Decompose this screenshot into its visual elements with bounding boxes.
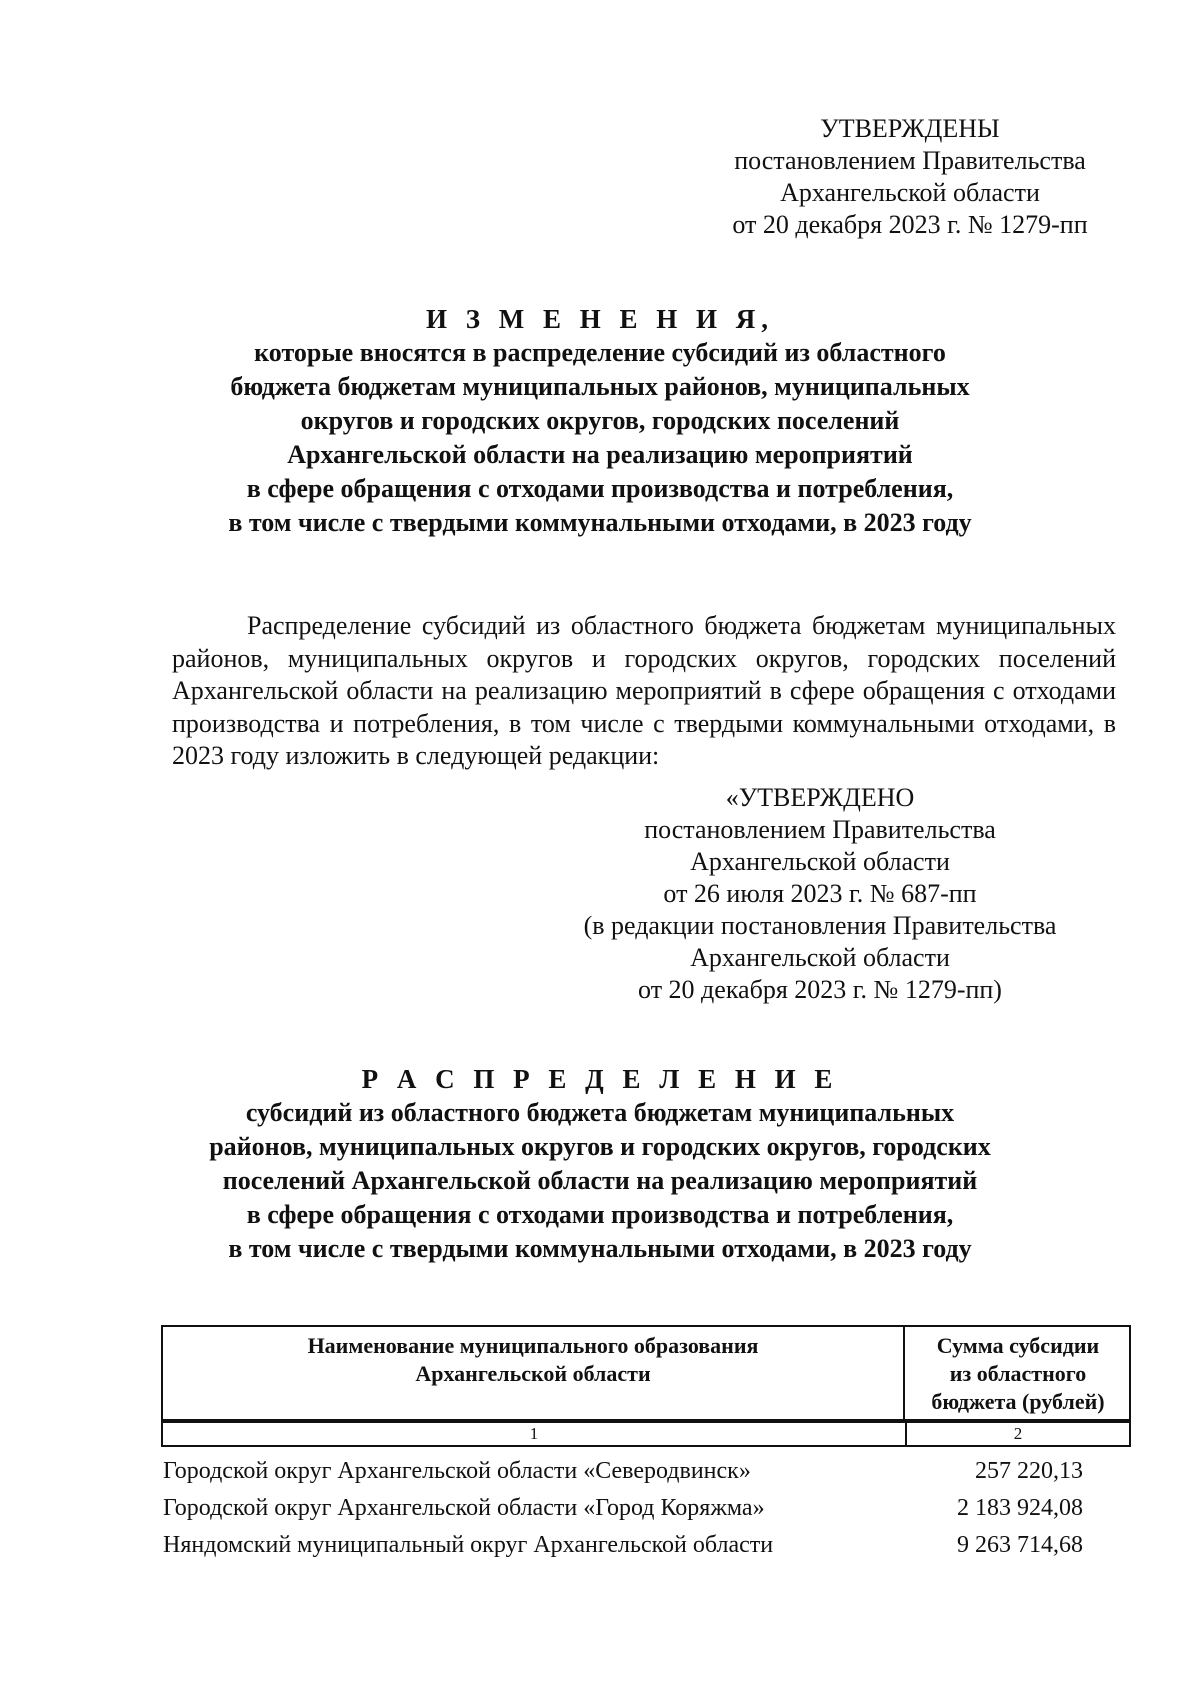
subsidy-amount: 9 263 714,68: [957, 1532, 1083, 1558]
table-row: [161, 1454, 1131, 1488]
table-row: [161, 1528, 1131, 1562]
column-header-sum-line: бюджета (рублей): [931, 1389, 1105, 1414]
distribution-subtitle-line: поселений Архангельской области на реализацию мероприятий: [222, 1166, 978, 1195]
distribution-heading: [180, 1062, 1020, 1266]
table-header: [161, 1325, 1131, 1421]
distribution-subtitle-line: в сфере обращения с отходами производства и потребления,: [246, 1200, 954, 1229]
changes-subtitle-line: бюджета бюджетам муниципальных районов, муниципальных: [230, 372, 970, 401]
quoted-approval-line: Архангельской области: [690, 943, 950, 972]
municipality-name: Городской округ Архангельской области «Город Коряжма»: [163, 1495, 765, 1521]
quoted-approval-line: постановлением Правительства: [644, 815, 996, 844]
quoted-approval-block: [570, 782, 1070, 1006]
distribution-subtitle-line: в том числе с твердыми коммунальными отходами, в 2023 году: [228, 1234, 972, 1263]
quoted-approval-line: от 26 июля 2023 г. № 687-пп: [663, 879, 977, 908]
municipality-name: Городской округ Архангельской области «Северодвинск»: [163, 1458, 751, 1484]
column-number: 1: [163, 1423, 907, 1445]
intro-paragraph: Распределение субсидий из областного бюджета бюджетам муниципальных районов, муниципальных округов и городских округов, городских поселений Архангельской области на реализацию мероприятий в сфере обращения с отходами производства и потребления, в том числе с твердыми коммунальными отходами, в 2023 году изложить в следующей редакции:: [172, 611, 1116, 770]
column-header-sum-line: из областного: [949, 1361, 1087, 1386]
table-row: [161, 1491, 1131, 1525]
subsidy-amount: 257 220,13: [975, 1458, 1083, 1484]
changes-heading: [180, 302, 1020, 540]
quoted-approval-line: Архангельской области: [690, 847, 950, 876]
column-number-row: [161, 1421, 1131, 1447]
distribution-subtitle-line: районов, муниципальных округов и городских округов, городских: [209, 1132, 991, 1161]
changes-title: И З М Е Н Е Н И Я,: [425, 304, 774, 334]
approval-title: УТВЕРЖДЕНЫ: [820, 114, 1000, 143]
municipality-name: Няндомский муниципальный округ Архангельской области: [163, 1532, 774, 1558]
changes-subtitle-line: в том числе с твердыми коммунальными отходами, в 2023 году: [228, 508, 972, 537]
quoted-approval-line: (в редакции постановления Правительства: [583, 911, 1057, 940]
column-number: 2: [1013, 1424, 1023, 1443]
distribution-title: Р А С П Р Е Д Е Л Е Н И Е: [361, 1064, 839, 1094]
column-header-sum: [907, 1327, 1129, 1419]
column-header-name-line: Архангельской области: [415, 1361, 651, 1386]
changes-subtitle-line: которые вносятся в распределение субсидий из областного: [254, 338, 946, 367]
approval-date: от 20 декабря 2023 г. № 1279-пп: [732, 210, 1088, 239]
changes-subtitle-line: Архангельской области на реализацию мероприятий: [287, 440, 913, 469]
distribution-subtitle-line: субсидий из областного бюджета бюджетам муниципальных: [245, 1098, 955, 1127]
approval-line: Архангельской области: [780, 178, 1040, 207]
column-header-name: [163, 1327, 905, 1419]
quoted-approval-line: «УТВЕРЖДЕНО: [725, 783, 915, 812]
column-header-name-line: Наименование муниципального образования: [307, 1333, 759, 1358]
subsidy-amount: 2 183 924,08: [957, 1495, 1083, 1521]
approval-block: [710, 113, 1110, 241]
column-header-sum-line: Сумма субсидии: [936, 1333, 1100, 1358]
changes-subtitle-line: в сфере обращения с отходами производства и потребления,: [246, 474, 954, 503]
approval-line: постановлением Правительства: [734, 146, 1086, 175]
quoted-approval-line: от 20 декабря 2023 г. № 1279-пп): [638, 975, 1002, 1004]
changes-subtitle-line: округов и городских округов, городских поселений: [300, 406, 900, 435]
